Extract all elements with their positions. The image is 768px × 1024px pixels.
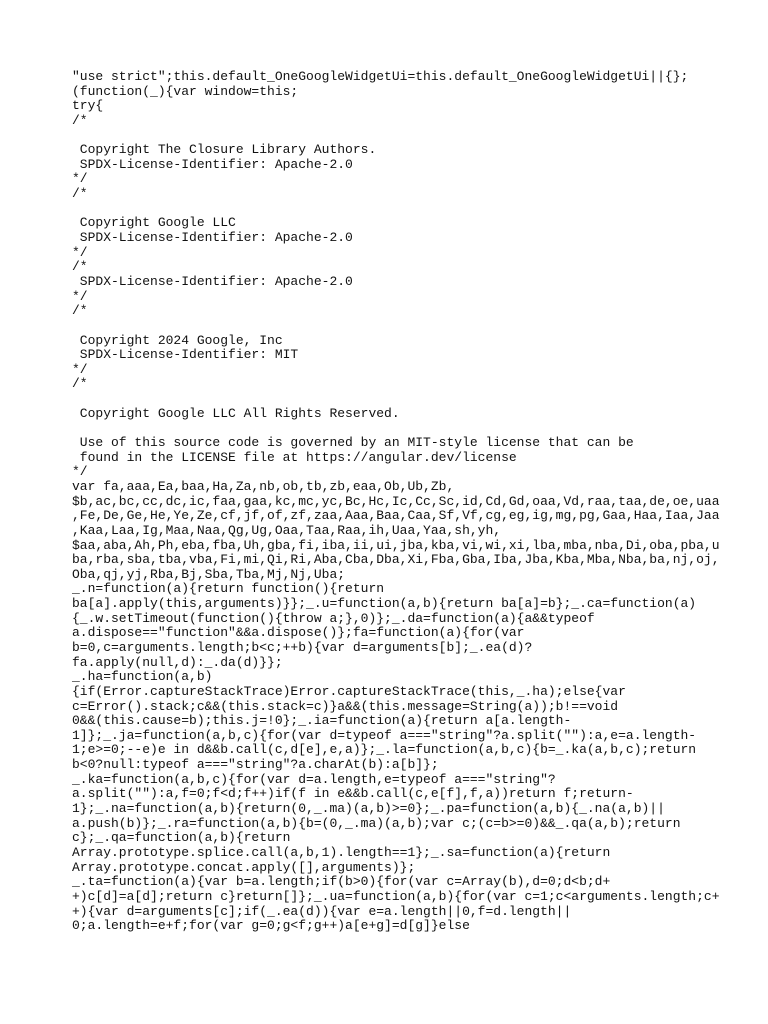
code-line: "use strict";this.default_OneGoogleWidgetUi=this.default_OneGoogleWidgetUi||{}; [72,69,689,84]
code-line: _.ka=function(a,b,c){for(var d=a.length,e=typeof a==="string"? [72,771,556,787]
code-line: {_.w.setTimeout(function(){throw a;},0)};_.da=function(a){a&&typeof [72,610,595,626]
code-line: Array.prototype.splice.call(a,b,1).length==1};_.sa=function(a){return [72,844,611,860]
code-line: _.n=function(a){return function(){return [72,581,385,597]
code-line: +)c[d]=a[d];return c}return[]};_.ua=function(a,b){for(var c=1;c<arguments.length;c+ [72,888,720,904]
code-line: {if(Error.captureStackTrace)Error.captureStackTrace(this,_.ha);else{var [72,683,626,699]
code-line: SPDX-License-Identifier: MIT [72,347,299,363]
code-line: */ [72,288,88,304]
code-line [72,129,712,144]
code-line: */ [72,464,88,480]
code-line: 0;a.length=e+f;for(var g=0;g<f;g++)a[e+g]=d[g]}else [72,918,470,934]
code-line: (function(_){var window=this; [72,83,299,99]
code-line: Array.prototype.concat.apply([],arguments)}; [72,859,416,875]
code-line: ba,rba,sba,tba,vba,Fi,mi,Qi,Ri,Aba,Cba,Dba,Xi,Fba,Gba,Iba,Jba,Kba,Mba,Nba,ba,nj,oj, [72,552,720,568]
code-line: fa.apply(null,d):_.da(d)}}; [72,654,283,670]
code-line [72,319,712,334]
code-line: */ [72,361,88,377]
code-line [72,202,712,217]
code-line: b<0?null:typeof a==="string"?a.charAt(b):a[b]}; [72,757,439,773]
code-line: Copyright The Closure Library Authors. [72,142,377,158]
code-line: SPDX-License-Identifier: Apache-2.0 [72,156,353,172]
code-line: var fa,aaa,Ea,baa,Ha,Za,nb,ob,tb,zb,eaa,Ob,Ub,Zb, [72,478,455,494]
code-line: _.ta=function(a){var b=a.length;if(b>0){for(var c=Array(b),d=0;d<b;d+ [72,874,611,890]
code-line: 1;e>=0;--e)e in d&&b.call(c,d[e],e,a)};_.la=function(a,b,c){b=_.ka(a,b,c);return [72,742,697,758]
code-line: c};_.qa=function(a,b){return [72,830,291,846]
code-line: c=Error().stack;c&&(this.stack=c)}a&&(this.message=String(a));b!==void [72,698,619,714]
code-line: */ [72,244,88,260]
code-line: */ [72,171,88,187]
code-line: $b,ac,bc,cc,dc,ic,faa,gaa,kc,mc,yc,Bc,Hc,Ic,Cc,Sc,id,Cd,Gd,oaa,Vd,raa,taa,de,oe,uaa [72,493,720,509]
code-line: Copyright Google LLC [72,215,236,231]
code-line: ,Fe,De,Ge,He,Ye,Ze,cf,jf,of,zf,zaa,Aaa,Baa,Caa,Sf,Vf,cg,eg,ig,mg,pg,Gaa,Haa,Iaa,Jaa [72,508,720,524]
code-line: ,Kaa,Laa,Ig,Maa,Naa,Qg,Ug,Oaa,Taa,Raa,ih,Uaa,Yaa,sh,yh, [72,522,502,538]
code-line: try{ [72,98,104,114]
code-line: found in the LICENSE file at https://angular.dev/license [72,449,517,465]
source-code-view [72,69,720,934]
code-line: a.dispose=="function"&&a.dispose()};fa=function(a){for(var [72,625,525,641]
code-line: Oba,qj,yj,Rba,Bj,Sba,Tba,Mj,Nj,Uba; [72,566,346,582]
code-line [72,392,712,407]
code-line: /* [72,259,88,275]
code-line: ba[a].apply(this,arguments)}};_.u=function(a,b){return ba[a]=b};_.ca=function(a) [72,596,697,612]
code-line: +){var d=arguments[c];if(_.ea(d)){var e=a.length||0,f=d.length|| [72,903,572,919]
code-line: 1};_.na=function(a,b){return(0,_.ma)(a,b)>=0};_.pa=function(a,b){_.na(a,b)|| [72,801,665,817]
code-line: Use of this source code is governed by an MIT-style license that can be [72,435,634,451]
code-line [72,421,712,436]
code-line: a.split(""):a,f=0;f<d;f++)if(f in e&&b.call(c,e[f],f,a))return f;return- [72,786,634,802]
code-line: 1]};_.ja=function(a,b,c){for(var d=typeof a==="string"?a.split(""):a,e=a.length- [72,727,697,743]
code-line: /* [72,186,88,202]
code-line: /* [72,376,88,392]
code-line: SPDX-License-Identifier: Apache-2.0 [72,230,353,246]
code-line: /* [72,303,88,319]
code-line: 0&&(this.cause=b);this.j=!0};_.ia=function(a){return a[a.length- [72,713,572,729]
code-line: Copyright 2024 Google, Inc [72,332,283,348]
code-line: Copyright Google LLC All Rights Reserved. [72,405,400,421]
code-line: b=0,c=arguments.length;b<c;++b){var d=arguments[b];_.ea(d)? [72,639,533,655]
code-line: /* [72,112,88,128]
code-line: a.push(b)};_.ra=function(a,b){b=(0,_.ma)(a,b);var c;(c=b>=0)&&_.qa(a,b);return [72,815,681,831]
code-line: _.ha=function(a,b) [72,669,213,685]
code-line: $aa,aba,Ah,Ph,eba,fba,Uh,gba,fi,iba,ii,ui,jba,kba,vi,wi,xi,lba,mba,nba,Di,oba,pba,u [72,537,720,553]
code-line: SPDX-License-Identifier: Apache-2.0 [72,273,353,289]
